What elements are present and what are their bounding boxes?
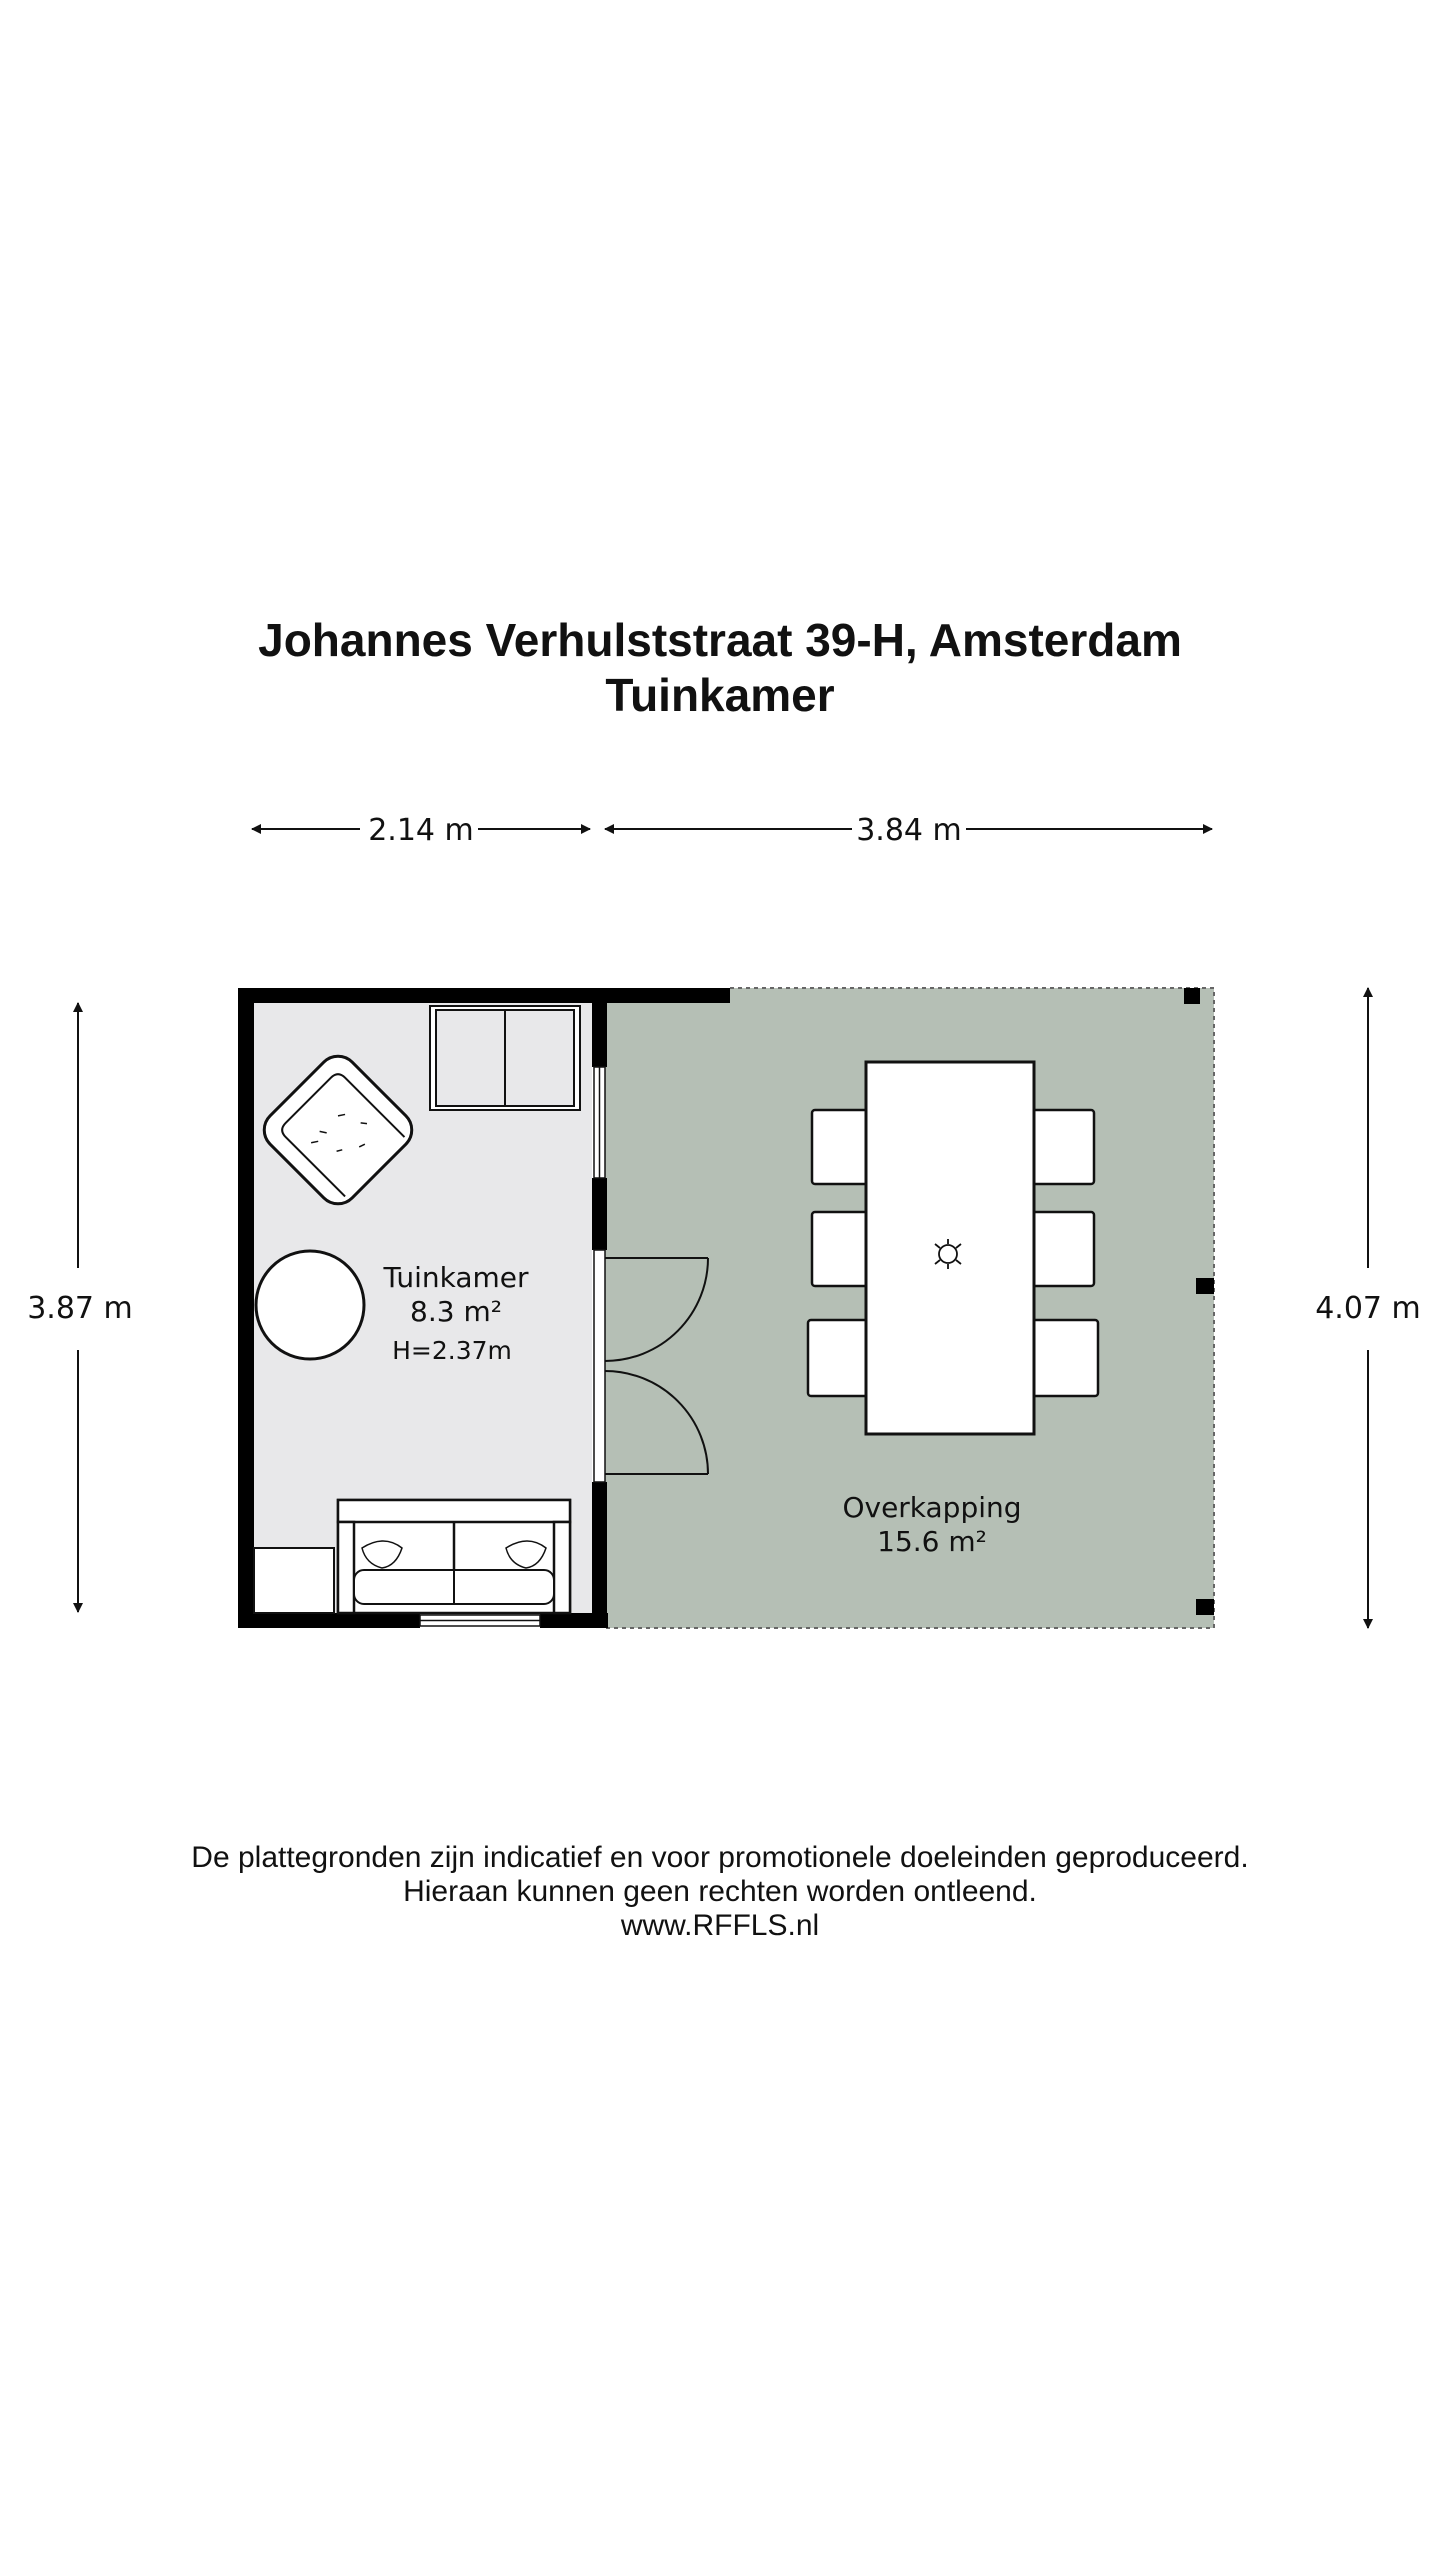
address-title: Johannes Verhulststraat 39-H, Amsterdam: [258, 614, 1182, 666]
overkapping-area: 15.6 m²: [877, 1525, 987, 1558]
post-top: [1184, 988, 1200, 1004]
post-middle: [1196, 1278, 1214, 1294]
disclaimer-line-2: Hieraan kunnen geen rechten worden ontleend.: [403, 1875, 1037, 1908]
dimension-top-left: [252, 813, 590, 848]
dimension-label-top-left: 2.14 m: [368, 813, 474, 848]
post-bottom: [1196, 1599, 1214, 1615]
sofa: [338, 1500, 570, 1613]
disclaimer-line-1: De plattegronden zijn indicatief en voor promotionele doeleinden geproduceerd.: [191, 1841, 1249, 1874]
window-tuinkamer-bottom: [420, 1615, 540, 1626]
window-tuinkamer-side: [594, 1067, 605, 1178]
dimension-label-right: 4.07 m: [1315, 1291, 1421, 1326]
dimension-top-right: [605, 813, 1212, 848]
dining-set: [808, 1062, 1098, 1434]
tuinkamer-name: Tuinkamer: [383, 1261, 529, 1294]
dimension-label-top-right: 3.84 m: [856, 813, 962, 848]
tuinkamer-height: H=2.37m: [392, 1336, 512, 1365]
dimension-label-left: 3.87 m: [27, 1291, 133, 1326]
round-table: [256, 1251, 364, 1359]
cabinet: [430, 1006, 580, 1110]
floor-title: Tuinkamer: [605, 669, 835, 721]
dimension-right: [1315, 988, 1421, 1628]
dining-table: [866, 1062, 1034, 1434]
overkapping-name: Overkapping: [842, 1491, 1022, 1524]
side-cabinet: [254, 1548, 334, 1613]
tuinkamer-area: 8.3 m²: [410, 1295, 502, 1328]
website-text: www.RFFLS.nl: [620, 1909, 820, 1942]
dimension-left: [27, 1003, 133, 1612]
